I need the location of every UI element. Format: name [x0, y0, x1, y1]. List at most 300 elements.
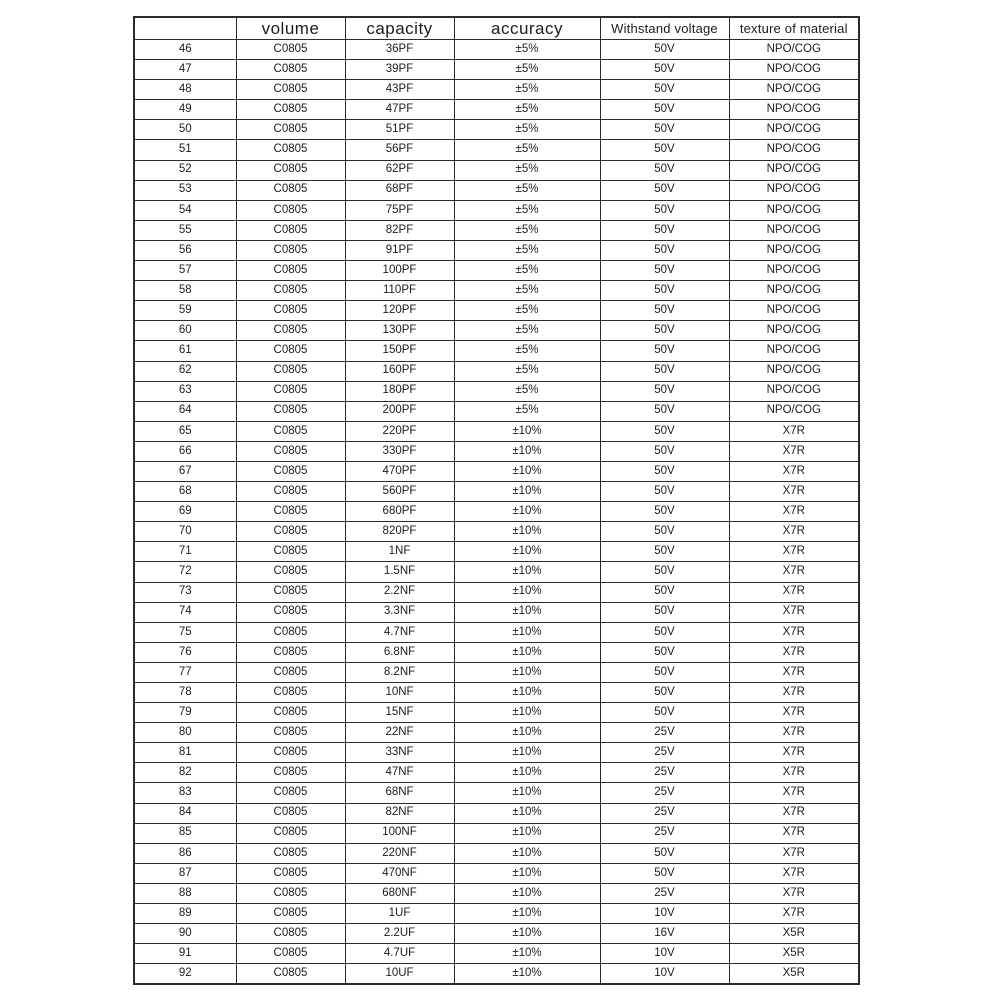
table-cell: 50V [600, 220, 729, 240]
table-row [134, 60, 859, 80]
table-cell: X7R [729, 683, 859, 703]
table-cell: 39PF [345, 60, 454, 80]
table-row [134, 100, 859, 120]
table-cell: ±5% [454, 140, 600, 160]
table-row [134, 662, 859, 682]
table-cell: ±5% [454, 321, 600, 341]
table-cell: 2.2NF [345, 582, 454, 602]
table-cell: 46 [134, 40, 236, 60]
table-cell: ±10% [454, 783, 600, 803]
table-cell: 85 [134, 823, 236, 843]
table-cell: 88 [134, 883, 236, 903]
table-cell: 67 [134, 461, 236, 481]
table-row [134, 401, 859, 421]
table-cell: 68PF [345, 180, 454, 200]
table-cell: X7R [729, 562, 859, 582]
table-cell: C0805 [236, 662, 345, 682]
table-cell: NPO/COG [729, 240, 859, 260]
table-cell: 50V [600, 60, 729, 80]
table-row [134, 964, 859, 985]
table-cell: ±10% [454, 502, 600, 522]
table-cell: C0805 [236, 100, 345, 120]
table-cell: C0805 [236, 803, 345, 823]
table-cell: 25V [600, 783, 729, 803]
header-row [134, 17, 859, 40]
table-cell: 110PF [345, 281, 454, 301]
table-cell: C0805 [236, 220, 345, 240]
table-cell: 6.8NF [345, 642, 454, 662]
table-row [134, 904, 859, 924]
table-cell: 50V [600, 140, 729, 160]
table-cell: ±10% [454, 602, 600, 622]
table-cell: C0805 [236, 763, 345, 783]
table-row [134, 361, 859, 381]
table-cell: C0805 [236, 924, 345, 944]
table-row [134, 823, 859, 843]
table-cell: C0805 [236, 321, 345, 341]
table-cell: ±10% [454, 703, 600, 723]
table-row [134, 461, 859, 481]
table-cell: 25V [600, 883, 729, 903]
table-cell: NPO/COG [729, 140, 859, 160]
table-cell: 75PF [345, 200, 454, 220]
table-cell: 33NF [345, 743, 454, 763]
table-cell: ±10% [454, 562, 600, 582]
table-cell: 50V [600, 100, 729, 120]
table-cell: 56 [134, 240, 236, 260]
table-cell: NPO/COG [729, 220, 859, 240]
table-cell: 65 [134, 421, 236, 441]
table-cell: NPO/COG [729, 321, 859, 341]
table-cell: 56PF [345, 140, 454, 160]
table-row [134, 763, 859, 783]
table-cell: 50V [600, 703, 729, 723]
table-head [134, 17, 859, 40]
column-header: volume [236, 17, 345, 40]
spec-table-container [133, 16, 860, 985]
table-cell: 82 [134, 763, 236, 783]
table-cell: C0805 [236, 140, 345, 160]
table-cell: 64 [134, 401, 236, 421]
table-row [134, 602, 859, 622]
table-cell: NPO/COG [729, 40, 859, 60]
table-cell: 15NF [345, 703, 454, 723]
table-cell: 60 [134, 321, 236, 341]
column-header [134, 17, 236, 40]
table-cell: C0805 [236, 281, 345, 301]
table-cell: 50 [134, 120, 236, 140]
table-row [134, 683, 859, 703]
table-cell: 83 [134, 783, 236, 803]
table-cell: 50V [600, 381, 729, 401]
table-cell: 1UF [345, 904, 454, 924]
table-cell: 10UF [345, 964, 454, 985]
table-cell: C0805 [236, 341, 345, 361]
table-cell: X7R [729, 883, 859, 903]
table-cell: 62PF [345, 160, 454, 180]
table-cell: NPO/COG [729, 281, 859, 301]
table-cell: C0805 [236, 301, 345, 321]
table-cell: 4.7UF [345, 944, 454, 964]
table-cell: 160PF [345, 361, 454, 381]
table-cell: 47 [134, 60, 236, 80]
table-cell: 50V [600, 863, 729, 883]
table-cell: 50V [600, 40, 729, 60]
column-header: capacity [345, 17, 454, 40]
table-cell: 50V [600, 301, 729, 321]
table-cell: C0805 [236, 964, 345, 985]
table-cell: C0805 [236, 441, 345, 461]
table-cell: C0805 [236, 482, 345, 502]
table-cell: NPO/COG [729, 120, 859, 140]
table-row [134, 341, 859, 361]
table-cell: 1NF [345, 542, 454, 562]
table-cell: 50V [600, 502, 729, 522]
table-cell: C0805 [236, 120, 345, 140]
table-cell: 50V [600, 200, 729, 220]
table-row [134, 421, 859, 441]
table-cell: 10NF [345, 683, 454, 703]
table-row [134, 562, 859, 582]
table-cell: ±5% [454, 401, 600, 421]
table-cell: C0805 [236, 863, 345, 883]
table-cell: ±5% [454, 281, 600, 301]
table-cell: ±5% [454, 180, 600, 200]
table-row [134, 80, 859, 100]
table-cell: X7R [729, 763, 859, 783]
table-row [134, 482, 859, 502]
table-cell: 68 [134, 482, 236, 502]
table-cell: 50V [600, 281, 729, 301]
table-row [134, 180, 859, 200]
table-cell: 59 [134, 301, 236, 321]
table-cell: 50V [600, 602, 729, 622]
table-cell: C0805 [236, 160, 345, 180]
table-cell: 72 [134, 562, 236, 582]
table-cell: 200PF [345, 401, 454, 421]
table-cell: 50V [600, 642, 729, 662]
table-cell: C0805 [236, 542, 345, 562]
table-cell: C0805 [236, 60, 345, 80]
table-row [134, 160, 859, 180]
table-cell: 50V [600, 261, 729, 281]
table-cell: NPO/COG [729, 381, 859, 401]
table-cell: 25V [600, 763, 729, 783]
table-cell: 54 [134, 200, 236, 220]
table-cell: ±5% [454, 120, 600, 140]
table-row [134, 924, 859, 944]
table-cell: 70 [134, 522, 236, 542]
table-cell: ±10% [454, 441, 600, 461]
table-cell: 50V [600, 80, 729, 100]
table-cell: C0805 [236, 261, 345, 281]
table-row [134, 40, 859, 60]
table-row [134, 381, 859, 401]
table-cell: 66 [134, 441, 236, 461]
table-row [134, 261, 859, 281]
table-cell: 50V [600, 401, 729, 421]
table-cell: ±5% [454, 80, 600, 100]
table-cell: 470NF [345, 863, 454, 883]
table-cell: 50V [600, 622, 729, 642]
table-cell: 80 [134, 723, 236, 743]
table-cell: 50V [600, 180, 729, 200]
table-cell: 47NF [345, 763, 454, 783]
column-header: accuracy [454, 17, 600, 40]
table-cell: 82NF [345, 803, 454, 823]
table-cell: C0805 [236, 522, 345, 542]
table-cell: 4.7NF [345, 622, 454, 642]
table-cell: ±10% [454, 642, 600, 662]
table-cell: C0805 [236, 180, 345, 200]
table-cell: NPO/COG [729, 180, 859, 200]
table-cell: 50V [600, 361, 729, 381]
table-cell: C0805 [236, 562, 345, 582]
table-cell: 2.2UF [345, 924, 454, 944]
table-cell: NPO/COG [729, 301, 859, 321]
table-cell: 50V [600, 522, 729, 542]
table-cell: NPO/COG [729, 261, 859, 281]
table-cell: 53 [134, 180, 236, 200]
table-cell: 58 [134, 281, 236, 301]
table-cell: 90 [134, 924, 236, 944]
table-cell: 52 [134, 160, 236, 180]
table-cell: 82PF [345, 220, 454, 240]
table-cell: X7R [729, 622, 859, 642]
table-cell: X7R [729, 522, 859, 542]
table-cell: C0805 [236, 703, 345, 723]
table-cell: ±10% [454, 843, 600, 863]
table-cell: NPO/COG [729, 160, 859, 180]
table-cell: C0805 [236, 602, 345, 622]
table-cell: 89 [134, 904, 236, 924]
table-cell: ±5% [454, 361, 600, 381]
table-cell: 49 [134, 100, 236, 120]
table-cell: 91PF [345, 240, 454, 260]
table-cell: 50V [600, 160, 729, 180]
table-cell: ±5% [454, 160, 600, 180]
table-cell: C0805 [236, 723, 345, 743]
table-cell: 75 [134, 622, 236, 642]
table-cell: X7R [729, 582, 859, 602]
table-cell: ±10% [454, 763, 600, 783]
table-cell: 50V [600, 341, 729, 361]
table-cell: 50V [600, 120, 729, 140]
table-cell: NPO/COG [729, 80, 859, 100]
table-cell: 180PF [345, 381, 454, 401]
table-cell: ±10% [454, 803, 600, 823]
table-cell: ±10% [454, 421, 600, 441]
table-row [134, 743, 859, 763]
table-cell: 87 [134, 863, 236, 883]
table-cell: 3.3NF [345, 602, 454, 622]
table-cell: 79 [134, 703, 236, 723]
table-cell: 76 [134, 642, 236, 662]
table-cell: 10V [600, 904, 729, 924]
table-cell: C0805 [236, 904, 345, 924]
table-cell: C0805 [236, 502, 345, 522]
table-cell: 50V [600, 240, 729, 260]
table-cell: 560PF [345, 482, 454, 502]
table-cell: ±10% [454, 924, 600, 944]
table-row [134, 803, 859, 823]
table-cell: X5R [729, 924, 859, 944]
table-cell: X7R [729, 642, 859, 662]
table-cell: 25V [600, 823, 729, 843]
table-cell: 84 [134, 803, 236, 823]
table-row [134, 944, 859, 964]
table-cell: C0805 [236, 582, 345, 602]
table-cell: ±5% [454, 301, 600, 321]
table-cell: 50V [600, 542, 729, 562]
table-cell: 63 [134, 381, 236, 401]
table-row [134, 783, 859, 803]
table-cell: NPO/COG [729, 60, 859, 80]
table-cell: X7R [729, 482, 859, 502]
table-cell: ±5% [454, 100, 600, 120]
table-cell: C0805 [236, 743, 345, 763]
table-cell: NPO/COG [729, 401, 859, 421]
table-cell: X7R [729, 743, 859, 763]
table-cell: 51PF [345, 120, 454, 140]
table-cell: C0805 [236, 461, 345, 481]
table-cell: 73 [134, 582, 236, 602]
table-cell: 50V [600, 482, 729, 502]
table-cell: 10V [600, 964, 729, 985]
table-cell: 81 [134, 743, 236, 763]
table-row [134, 441, 859, 461]
table-cell: ±10% [454, 723, 600, 743]
table-cell: 36PF [345, 40, 454, 60]
table-cell: 62 [134, 361, 236, 381]
table-row [134, 522, 859, 542]
table-cell: 8.2NF [345, 662, 454, 682]
table-row [134, 220, 859, 240]
table-cell: 61 [134, 341, 236, 361]
table-cell: ±10% [454, 662, 600, 682]
table-cell: X7R [729, 542, 859, 562]
table-cell: 86 [134, 843, 236, 863]
table-cell: C0805 [236, 883, 345, 903]
table-cell: 50V [600, 843, 729, 863]
table-cell: C0805 [236, 421, 345, 441]
table-cell: 77 [134, 662, 236, 682]
table-cell: C0805 [236, 361, 345, 381]
table-cell: 69 [134, 502, 236, 522]
table-cell: C0805 [236, 823, 345, 843]
table-cell: 25V [600, 743, 729, 763]
table-cell: X7R [729, 843, 859, 863]
table-cell: 50V [600, 421, 729, 441]
table-cell: 220PF [345, 421, 454, 441]
table-cell: NPO/COG [729, 341, 859, 361]
table-cell: ±10% [454, 542, 600, 562]
table-cell: NPO/COG [729, 361, 859, 381]
table-cell: 330PF [345, 441, 454, 461]
capacitor-spec-table [133, 16, 860, 985]
table-cell: 680PF [345, 502, 454, 522]
table-cell: X7R [729, 723, 859, 743]
table-cell: X7R [729, 441, 859, 461]
table-cell: X7R [729, 863, 859, 883]
table-cell: 820PF [345, 522, 454, 542]
table-cell: 25V [600, 803, 729, 823]
table-cell: 50V [600, 683, 729, 703]
table-cell: ±5% [454, 60, 600, 80]
table-cell: 100NF [345, 823, 454, 843]
table-row [134, 140, 859, 160]
table-cell: 100PF [345, 261, 454, 281]
table-cell: ±5% [454, 220, 600, 240]
table-cell: 25V [600, 723, 729, 743]
table-cell: C0805 [236, 683, 345, 703]
table-cell: 50V [600, 582, 729, 602]
table-cell: C0805 [236, 40, 345, 60]
table-row [134, 502, 859, 522]
table-cell: X7R [729, 602, 859, 622]
table-cell: 50V [600, 662, 729, 682]
table-cell: 47PF [345, 100, 454, 120]
table-cell: 91 [134, 944, 236, 964]
table-cell: ±10% [454, 522, 600, 542]
table-row [134, 301, 859, 321]
table-cell: 74 [134, 602, 236, 622]
table-cell: 130PF [345, 321, 454, 341]
table-cell: 10V [600, 944, 729, 964]
table-cell: ±10% [454, 823, 600, 843]
table-cell: 50V [600, 562, 729, 582]
table-cell: X7R [729, 662, 859, 682]
table-cell: X7R [729, 421, 859, 441]
table-row [134, 200, 859, 220]
table-cell: 78 [134, 683, 236, 703]
table-row [134, 642, 859, 662]
table-cell: C0805 [236, 622, 345, 642]
table-cell: 22NF [345, 723, 454, 743]
table-row [134, 120, 859, 140]
table-cell: C0805 [236, 200, 345, 220]
table-cell: NPO/COG [729, 100, 859, 120]
table-cell: 470PF [345, 461, 454, 481]
column-header: texture of material [729, 17, 859, 40]
table-cell: ±10% [454, 683, 600, 703]
table-cell: C0805 [236, 843, 345, 863]
table-cell: ±10% [454, 944, 600, 964]
table-row [134, 240, 859, 260]
table-cell: 50V [600, 321, 729, 341]
table-row [134, 703, 859, 723]
table-cell: ±10% [454, 482, 600, 502]
table-body [134, 40, 859, 985]
table-cell: X7R [729, 904, 859, 924]
table-cell: C0805 [236, 944, 345, 964]
table-cell: C0805 [236, 80, 345, 100]
table-row [134, 723, 859, 743]
table-cell: 16V [600, 924, 729, 944]
table-cell: NPO/COG [729, 200, 859, 220]
table-row [134, 843, 859, 863]
table-cell: 71 [134, 542, 236, 562]
table-cell: C0805 [236, 401, 345, 421]
table-cell: X7R [729, 502, 859, 522]
table-cell: 43PF [345, 80, 454, 100]
table-cell: X7R [729, 703, 859, 723]
table-cell: 50V [600, 441, 729, 461]
table-row [134, 582, 859, 602]
table-cell: ±10% [454, 461, 600, 481]
table-cell: X7R [729, 783, 859, 803]
table-cell: X5R [729, 944, 859, 964]
